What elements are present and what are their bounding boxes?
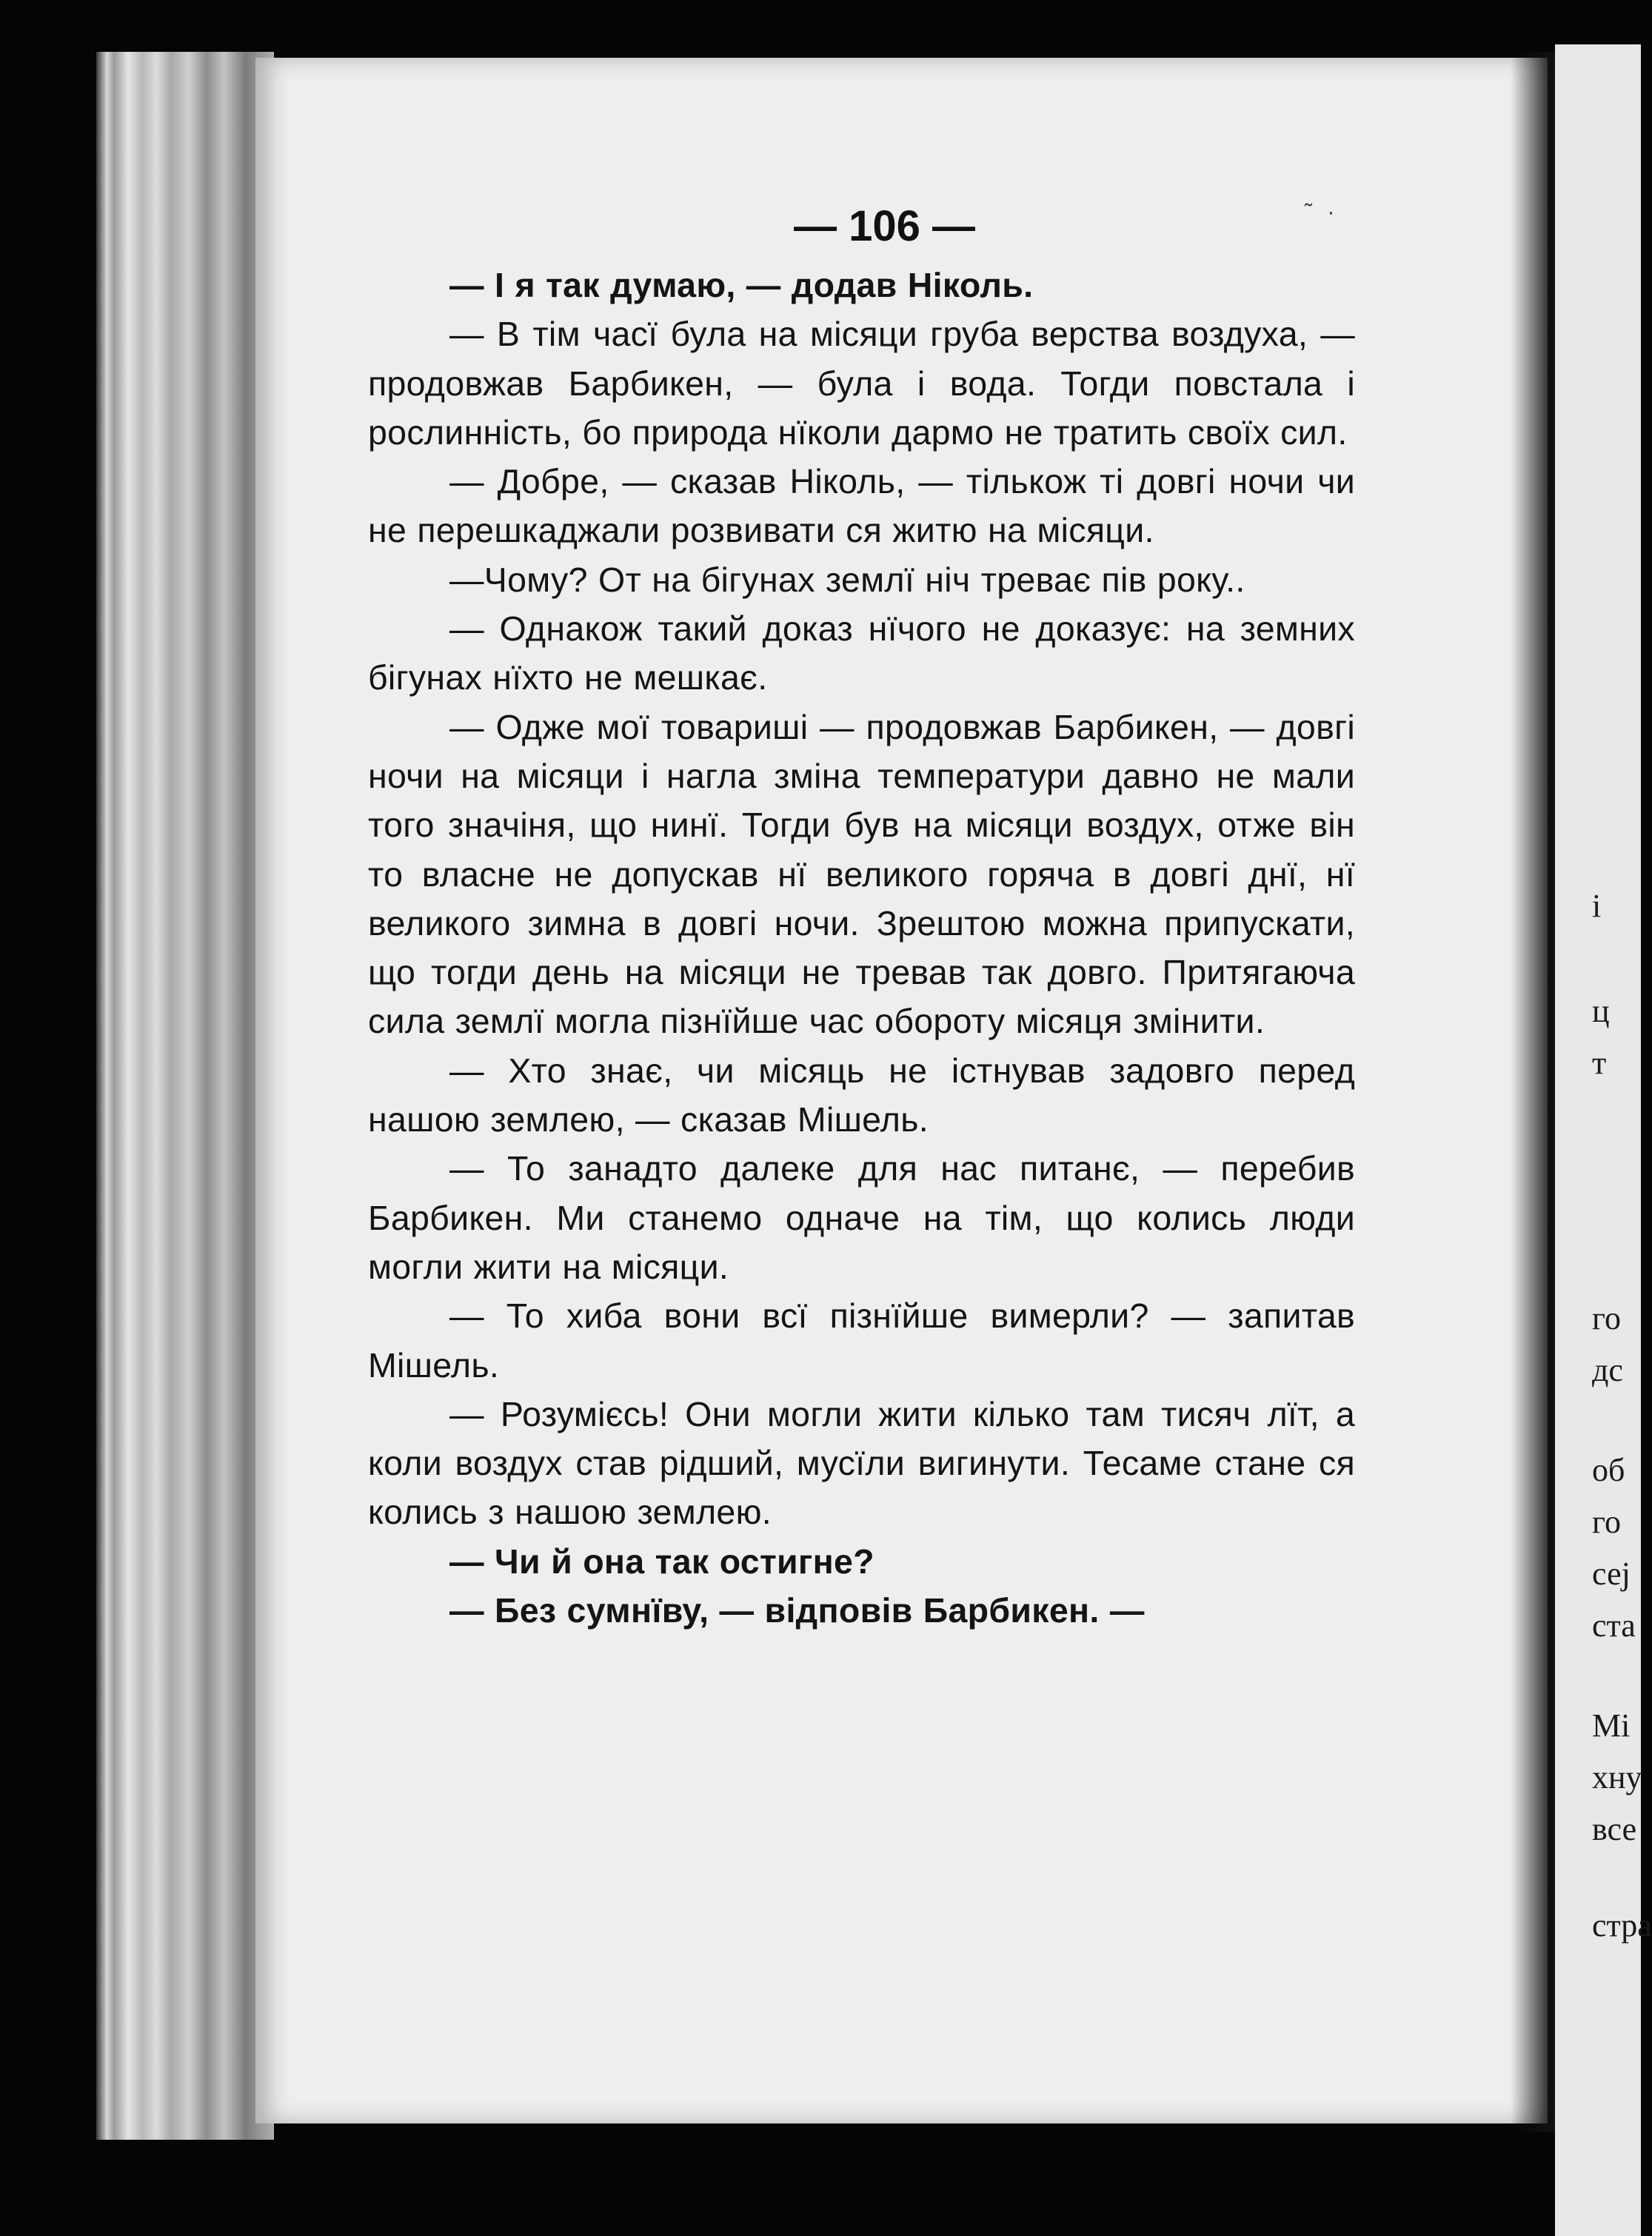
paragraph: — Розумієсь! Они могли жити кілько там тисяч лїт, а коли воздух став рідший, мусїли вигинути. Тесаме стане ся колись з нашою землею. — [368, 1394, 1355, 1532]
paragraph: — В тім часї була на місяци груба верства воздуха, — продовжав Барбикен, — була і вода. Тогди повстала і рослинність, бо природа нїколи дармо не тратить своїх сил. — [368, 315, 1355, 452]
corner-mark: ˜ · — [1305, 200, 1340, 224]
adjacent-page-fragment: стра — [1592, 1907, 1652, 1944]
adjacent-page-fragment: ста — [1592, 1607, 1636, 1644]
page-body-text — [368, 261, 1355, 1635]
paragraph: — І я так думаю, — додав Ніколь. — [449, 266, 1034, 304]
adjacent-page-fragment: го — [1592, 1504, 1621, 1540]
paragraph: — Чи й она так остигне? — [449, 1542, 875, 1581]
paragraph: — Хто знає, чи місяць не істнував задовго перед нашою землею, — сказав Мішель. — [368, 1051, 1355, 1139]
adjacent-page-fragment: дс — [1592, 1352, 1623, 1388]
paragraph: — Одже мої товариші — продовжав Барбикен, — довгі ночи на місяци і нагла зміна температури давно не мали того значіня, що нинї. Тогди був на місяци воздух, отже він то власне не допускав нї великого горяча в довгі днї, нї великого зимна в довгі ночи. Зрештою можна припускати, що тогди день на місяци не тревав так довго. Притягаюча сила землї могла пізнїйше час обороту місяця змінити. — [368, 707, 1355, 1041]
adjacent-page-fragment: ц — [1592, 993, 1610, 1029]
paragraph: — Добре, — сказав Ніколь, — тількож ті довгі ночи чи не перешкаджали розвивати ся житю на місяци. — [368, 462, 1355, 550]
adjacent-page-fragment: сеј — [1592, 1556, 1631, 1592]
paragraph: —Чому? От на бігунах землї ніч треває пів року.. — [449, 560, 1245, 599]
book-page-edges — [96, 52, 274, 2140]
adjacent-page-fragment: об — [1592, 1452, 1625, 1488]
adjacent-page-fragment: го — [1592, 1300, 1621, 1336]
adjacent-page-fragment: і — [1592, 888, 1602, 924]
page-number: — 106 — — [794, 202, 975, 250]
paragraph: — То хиба вони всї пізнїйше вимерли? — запитав Мішель. — [368, 1296, 1355, 1385]
paragraph: — То занадто далеке для нас питанє, — перебив Барбикен. Ми станемо одначе на тім, що колись люди могли жити на місяци. — [368, 1149, 1355, 1286]
adjacent-page-fragment: все — [1592, 1811, 1637, 1847]
adjacent-page-fragment: т — [1592, 1045, 1607, 1081]
adjacent-page-fragment: Мі — [1592, 1707, 1631, 1744]
paragraph: — Без сумнїву, — відповів Барбикен. — — [449, 1591, 1145, 1630]
spine-shadow — [1511, 52, 1555, 2132]
paragraph: — Однакож такий доказ нїчого не доказує: на земних бігунах нїхто не мешкає. — [368, 609, 1355, 697]
adjacent-page-fragment: хну — [1592, 1759, 1642, 1795]
